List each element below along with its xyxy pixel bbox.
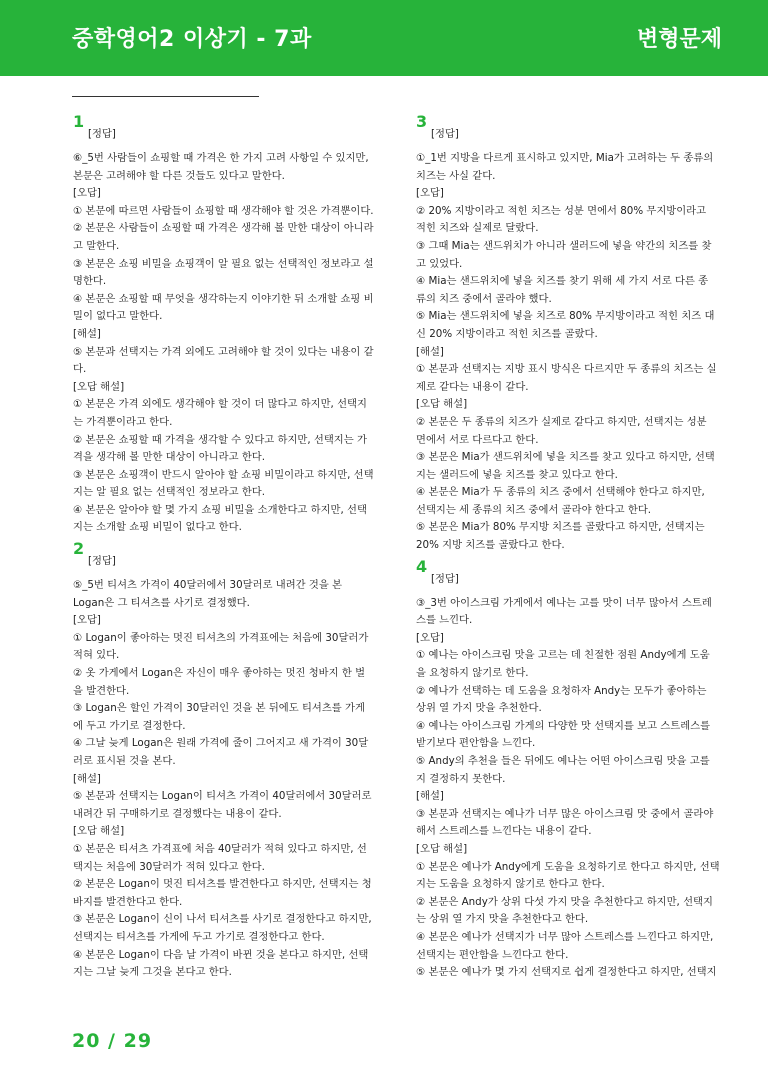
text-line: ③ 본문은 Logan이 신이 나서 티셔츠를 사기로 결정한다고 하지만, — [73, 913, 372, 926]
text-line: ③ 본문은 쇼핑 비밀을 쇼핑객이 알 필요 없는 선택적인 정보라고 설 — [73, 257, 374, 270]
question-header — [416, 557, 732, 595]
text-line: [오답] — [416, 187, 444, 200]
text-line: 선택지는 티셔츠를 가게에 두고 가기로 결정한다고 한다. — [73, 930, 325, 943]
text-line: ⑤ Mia는 샌드위치에 넣을 치즈로 80% 무지방이라고 적힌 치즈 대 — [416, 310, 715, 323]
text-line: 을 발견한다. — [73, 684, 130, 697]
text-line: 러로 표시된 것을 본다. — [73, 755, 176, 767]
question-number: 1 — [73, 112, 85, 131]
text-line: 명한다. — [73, 275, 107, 288]
text-line: 면에서 서로 다르다고 한다. — [416, 433, 539, 446]
question-block — [73, 112, 389, 537]
text-line: 류의 치즈 중에서 골라야 했다. — [416, 292, 552, 305]
text-line: 상위 열 가지 맛을 추천한다. — [416, 702, 542, 715]
text-line: ③ 본문은 Mia가 샌드위치에 넣을 치즈를 찾고 있다고 하지만, 선택 — [416, 451, 715, 464]
text-line: 선택지는 편안함을 느낀다고 한다. — [416, 948, 569, 961]
text-line: 적힌 치즈와 실제로 달랐다. — [416, 222, 539, 235]
text-line: ② 옷 가게에서 Logan은 자신이 매우 좋아하는 멋진 청바지 한 벌 — [73, 667, 366, 680]
text-line: ① 본문은 가격 외에도 생각해야 할 것이 더 많다고 하지만, 선택지 — [73, 398, 367, 411]
text-line: 스를 느낀다. — [416, 614, 473, 627]
text-line: ② 본문은 사람들이 쇼핑할 때 가격은 생각해 볼 만한 대상이 아니라 — [73, 222, 374, 235]
text-line: ④ 본문은 예나가 선택지가 너무 많아 스트레스를 느낀다고 하지만, — [416, 930, 714, 943]
text-line: 지는 그날 늦게 그것을 본다고 한다. — [73, 966, 232, 979]
text-line: [오답 해설] — [416, 398, 468, 411]
text-line: 지는 샐러드에 넣을 치즈를 찾고 있다고 한다. — [416, 468, 618, 481]
left-column — [73, 112, 389, 982]
text-line: 고 말한다. — [73, 239, 120, 252]
text-line: ① Logan이 좋아하는 멋진 티셔츠의 가격표에는 처음에 30달러가 — [73, 631, 369, 644]
text-line: 치즈는 사실 같다. — [416, 169, 496, 182]
text-line: 지는 도움을 요청하지 않기로 한다고 한다. — [416, 878, 605, 891]
text-line: ① 본문과 선택지는 지방 표시 방식은 다르지만 두 종류의 치즈는 실 — [416, 363, 717, 376]
text-line: ② 본문은 쇼핑할 때 가격을 생각할 수 있다고 하지만, 선택지는 가 — [73, 433, 367, 446]
text-line: 밀이 없다고 말한다. — [73, 310, 163, 323]
text-line: [해설] — [73, 772, 101, 785]
text-line: ⑤ Andy의 추천을 들은 뒤에도 예나는 어떤 아이스크림 맛을 고를 — [416, 755, 710, 767]
text-line: [오답 해설] — [73, 380, 125, 393]
right-column — [416, 112, 732, 982]
text-line: [오답] — [416, 631, 444, 644]
text-line: [오답] — [73, 614, 101, 627]
text-line: ① 본문에 따르면 사람들이 쇼핑할 때 생각해야 할 것은 가격뿐이다. — [73, 204, 374, 217]
text-line: 지는 알 필요 없는 선택적인 정보라고 한다. — [73, 486, 266, 499]
question-number: 4 — [416, 556, 428, 576]
question-block — [416, 112, 732, 555]
text-line: 격을 생각해 볼 만한 대상이 아니라고 한다. — [73, 451, 266, 464]
text-line: ② 예나가 선택하는 데 도움을 요청하자 Andy는 모두가 좋아하는 — [416, 684, 707, 697]
text-line: ② 본문은 Logan이 멋진 티셔츠를 발견한다고 하지만, 선택지는 청 — [73, 878, 372, 891]
text-line: ⑤ 본문과 선택지는 Logan이 티셔츠 가격이 40달러에서 30달러로 — [73, 790, 372, 803]
section-label: 변형문제 — [636, 27, 722, 52]
text-line: ①_1번 지방을 다르게 표시하고 있지만, Mia가 고려하는 두 종류의 — [416, 152, 714, 164]
text-line: ③ Logan은 할인 가격이 30달러인 것을 본 뒤에도 티셔츠를 가게 — [73, 702, 365, 715]
text-line: 는 상위 열 가지 맛을 추천한다고 한다. — [416, 913, 589, 926]
text-line: 바지를 발견한다고 한다. — [73, 895, 183, 908]
answer-tag: [정답] — [431, 572, 459, 585]
text-line: ⑤_5번 티셔츠 가격이 40달러에서 30달러로 내려간 것을 본 — [73, 579, 342, 592]
text-line: ④ 본문은 알아야 할 몇 가지 쇼핑 비밀을 소개한다고 하지만, 선택 — [73, 503, 367, 516]
text-line: ④ 본문은 쇼핑할 때 무엇을 생각하는지 이야기한 뒤 소개할 쇼핑 비 — [73, 292, 374, 305]
text-line: 제로 같다는 내용이 같다. — [416, 380, 529, 393]
text-line: 내려간 뒤 구매하기로 결정했다는 내용이 같다. — [73, 807, 282, 820]
text-line: 다. — [73, 363, 87, 376]
text-line: [오답] — [73, 187, 101, 200]
text-line: ④ 그날 늦게 Logan은 원래 가격에 줄이 그어지고 새 가격이 30달 — [73, 737, 369, 750]
page-number: 20 / 29 — [72, 1030, 153, 1052]
question-block — [73, 539, 389, 982]
text-line: [해설] — [416, 790, 444, 803]
question-header — [416, 112, 732, 150]
text-line: ⑤ 본문은 예나가 몇 가지 선택지로 쉽게 결정한다고 하지만, 선택지 — [416, 966, 717, 979]
question-block — [416, 557, 732, 982]
answer-tag: [정답] — [88, 555, 116, 568]
text-line: 고 있었다. — [416, 257, 463, 270]
text-line: ① 본문은 티셔츠 가격표에 처음 40달러가 적혀 있다고 하지만, 선 — [73, 842, 367, 855]
question-header — [73, 539, 389, 577]
text-line: ⑥_5번 사람들이 쇼핑할 때 가격은 한 가지 고려 사항일 수 있지만, — [73, 152, 369, 164]
text-line: ③_3번 아이스크림 가게에서 예나는 고를 맛이 너무 많아서 스트레 — [416, 596, 712, 609]
text-line: ④ Mia는 샌드위치에 넣을 치즈를 찾기 위해 세 가지 서로 다른 종 — [416, 275, 709, 288]
text-line: [해설] — [416, 345, 444, 358]
text-line: [해설] — [73, 327, 101, 340]
text-line: 해서 스트레스를 느낀다는 내용이 같다. — [416, 825, 592, 838]
page-header — [0, 0, 768, 76]
text-line: 을 요청하지 않기로 한다. — [416, 667, 529, 680]
text-line: [오답 해설] — [416, 842, 468, 855]
text-line: 받기보다 편안함을 느낀다. — [416, 737, 536, 750]
text-line: ③ 본문은 쇼핑객이 반드시 알아야 할 쇼핑 비밀이라고 하지만, 선택 — [73, 468, 374, 481]
text-line: ④ 본문은 Mia가 두 종류의 치즈 중에서 선택해야 한다고 하지만, — [416, 486, 705, 499]
text-line: ⑤ 본문과 선택지는 가격 외에도 고려해야 할 것이 있다는 내용이 같 — [73, 345, 374, 358]
question-number: 3 — [416, 112, 428, 131]
text-line: 적혀 있다. — [73, 649, 120, 662]
text-line: ④ 예나는 아이스크림 가게의 다양한 맛 선택지를 보고 스트레스를 — [416, 719, 711, 732]
text-line: 본문은 고려해야 할 다른 것들도 있다고 말한다. — [73, 169, 285, 182]
text-line: ④ 본문은 Logan이 다음 날 가격이 바뀐 것을 본다고 하지만, 선택 — [73, 948, 369, 961]
text-line: 에 두고 가기로 결정한다. — [73, 719, 186, 732]
answer-tag: [정답] — [88, 128, 116, 140]
text-line: 지는 소개할 쇼핑 비밀이 없다고 한다. — [73, 521, 242, 534]
text-line: [오답 해설] — [73, 825, 125, 838]
text-line: ② 본문은 Andy가 상위 다섯 가지 맛을 추천한다고 하지만, 선택지 — [416, 895, 713, 908]
text-line: ① 본문은 예나가 Andy에게 도움을 요청하기로 한다고 하지만, 선택 — [416, 860, 720, 873]
answer-tag: [정답] — [431, 128, 459, 140]
text-line: 선택지는 세 종류의 치즈 중에서 골라야 한다고 한다. — [416, 503, 652, 516]
text-line: 신 20% 지방이라고 적힌 치즈를 골랐다. — [416, 327, 598, 340]
text-line: ⑤ 본문은 Mia가 80% 무지방 치즈를 골랐다고 하지만, 선택지는 — [416, 521, 705, 534]
question-number: 2 — [73, 539, 85, 559]
divider — [72, 96, 259, 97]
text-line: 는 가격뿐이라고 한다. — [73, 415, 173, 428]
text-line: ② 본문은 두 종류의 치즈가 실제로 같다고 하지만, 선택지는 성분 — [416, 415, 707, 428]
text-line: ③ 본문과 선택지는 예나가 너무 많은 아이스크림 맛 중에서 골라야 — [416, 807, 714, 820]
text-line: ③ 그때 Mia는 샌드위치가 아니라 샐러드에 넣을 약간의 치즈를 찾 — [416, 239, 712, 252]
text-line: Logan은 그 티셔츠를 사기로 결정했다. — [73, 596, 250, 609]
question-header — [73, 112, 389, 150]
text-line: ② 20% 지방이라고 적힌 치즈는 성분 면에서 80% 무지방이라고 — [416, 204, 707, 217]
text-line: 지 결정하지 못한다. — [416, 772, 506, 785]
text-line: 20% 지방 치즈를 골랐다고 한다. — [416, 539, 565, 552]
text-line: ① 예나는 아이스크림 맛을 고르는 데 친절한 점원 Andy에게 도움 — [416, 649, 710, 662]
document-title: 중학영어2 이상기 - 7과 — [72, 27, 312, 52]
text-line: 택지는 처음에 30달러가 적혀 있다고 한다. — [73, 860, 265, 873]
